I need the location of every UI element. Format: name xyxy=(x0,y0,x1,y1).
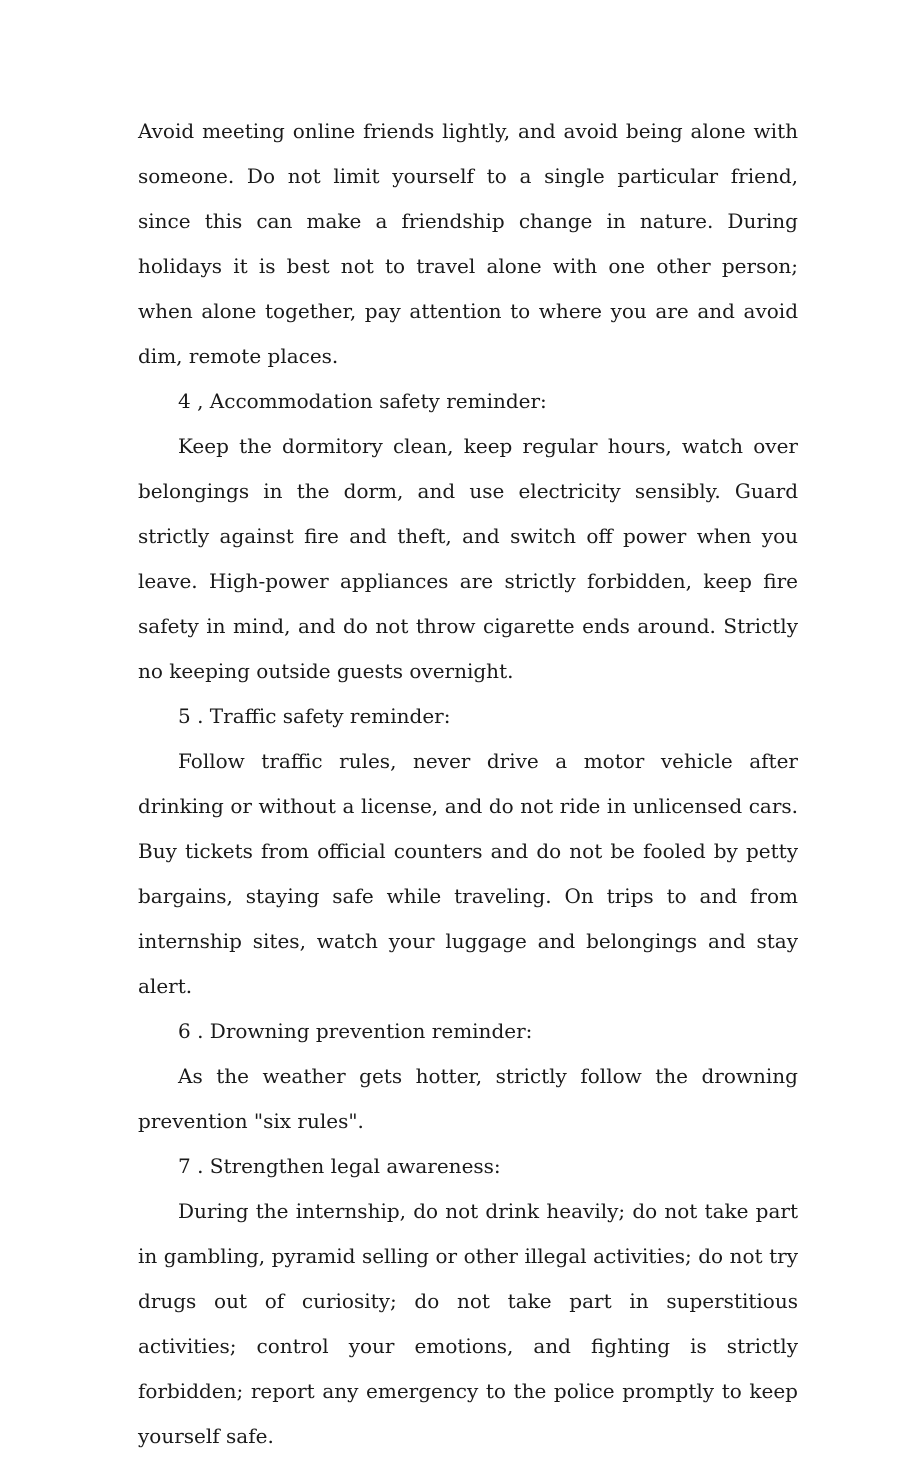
paragraph-accommodation-safety: Keep the dormitory clean, keep regular hours, watch over belongings in the dorm, and use electricity sensibly. Guard strictly against fire and theft, and switch off power when you leave. High-power appliances are strictly forbidden, keep fire safety in mind, and do not throw cigarette ends around. Strictly no keeping outside guests overnight. xyxy=(138,434,798,683)
document-body xyxy=(138,109,798,1459)
heading-legal-awareness: 7 . Strengthen legal awareness: xyxy=(178,1154,501,1178)
paragraph-traffic-safety: Follow traffic rules, never drive a motor vehicle after drinking or without a license, and do not ride in unlicensed cars. Buy tickets from official counters and do not be fooled by petty bargains, staying safe while traveling. On trips to and from internship sites, watch your luggage and belongings and stay alert. xyxy=(138,749,798,998)
paragraph-drowning-prevention: As the weather gets hotter, strictly follow the drowning prevention "six rules". xyxy=(138,1064,798,1133)
paragraph-legal-awareness: During the internship, do not drink heavily; do not take part in gambling, pyramid selling or other illegal activities; do not try drugs out of curiosity; do not take part in superstitious activities; control your emotions, and fighting is strictly forbidden; report any emergency to the police promptly to keep yourself safe. xyxy=(138,1199,798,1448)
heading-accommodation-safety: 4 , Accommodation safety reminder: xyxy=(178,389,547,413)
paragraph-dating-advice: Avoid meeting online friends lightly, and avoid being alone with someone. Do not limit yourself to a single particular friend, since this can make a friendship change in nature. During holidays it is best not to travel alone with one other person; when alone together, pay attention to where you are and avoid dim, remote places. xyxy=(138,119,798,368)
heading-traffic-safety: 5 . Traffic safety reminder: xyxy=(178,704,451,728)
heading-drowning-prevention: 6 . Drowning prevention reminder: xyxy=(178,1019,533,1043)
